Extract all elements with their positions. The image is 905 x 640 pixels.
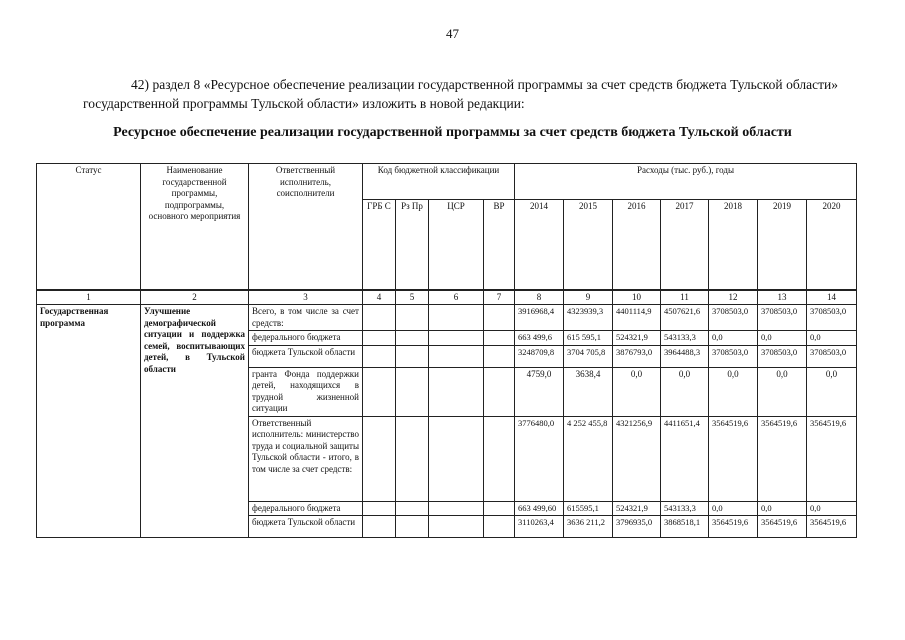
value-cell: 0,0	[709, 367, 758, 416]
value-cell: 3638,4	[564, 367, 613, 416]
value-cell: 3704 705,8	[564, 345, 613, 367]
header-year: 2016	[613, 200, 661, 290]
value-cell: 3964488,3	[661, 345, 709, 367]
value-cell: 3876793,0	[613, 345, 661, 367]
value-cell: 615 595,1	[564, 331, 613, 346]
document-title: Ресурсное обеспечение реализации государственной программы за счет средств бюджета Тульской области	[113, 125, 792, 140]
value-cell: 4 252 455,8	[564, 416, 613, 501]
row-label: бюджета Тульской области	[249, 345, 363, 367]
header-grbs: ГРБ С	[363, 200, 396, 290]
value-cell: 524321,9	[613, 501, 661, 516]
row-label: Ответственный исполнитель: министерство труда и социальной защиты Тульской области - итого, в том числе за счет средств:	[249, 416, 363, 501]
value-cell: 4401114,9	[613, 305, 661, 331]
header-vr: ВР	[484, 200, 515, 290]
header-expenses: Расходы (тыс. руб.), годы	[515, 164, 857, 200]
row-label: федерального бюджета	[249, 331, 363, 346]
value-cell: 4759,0	[515, 367, 564, 416]
value-cell: 3248709,8	[515, 345, 564, 367]
column-index: 11	[661, 290, 709, 305]
column-index: 10	[613, 290, 661, 305]
page-number: 47	[446, 26, 459, 41]
column-index: 2	[141, 290, 249, 305]
row-label: гранта Фонда поддержки детей, находящихся в трудной жизненной ситуации	[249, 367, 363, 416]
column-index: 3	[249, 290, 363, 305]
value-cell: 3564519,6	[709, 416, 758, 501]
column-index: 12	[709, 290, 758, 305]
value-cell: 0,0	[807, 501, 857, 516]
value-cell: 3564519,6	[807, 516, 857, 538]
value-cell: 615595,1	[564, 501, 613, 516]
row-label: бюджета Тульской области	[249, 516, 363, 538]
value-cell: 663 499,60	[515, 501, 564, 516]
row-label: федерального бюджета	[249, 501, 363, 516]
row-label: Всего, в том числе за счет средств:	[249, 305, 363, 331]
value-cell: 4507621,6	[661, 305, 709, 331]
value-cell: 0,0	[758, 501, 807, 516]
value-cell: 3636 211,2	[564, 516, 613, 538]
column-index-row	[37, 290, 857, 305]
header-year: 2014	[515, 200, 564, 290]
table-row	[37, 305, 857, 331]
program-status: Государственная программа	[37, 305, 141, 538]
column-index: 14	[807, 290, 857, 305]
column-index: 5	[396, 290, 429, 305]
header-rz: Рз Пр	[396, 200, 429, 290]
value-cell: 4321256,9	[613, 416, 661, 501]
header-csr: ЦСР	[429, 200, 484, 290]
value-cell: 524321,9	[613, 331, 661, 346]
value-cell: 0,0	[709, 331, 758, 346]
value-cell: 3564519,6	[807, 416, 857, 501]
value-cell: 543133,3	[661, 501, 709, 516]
header-status: Статус	[37, 164, 141, 290]
resource-table	[36, 163, 857, 538]
header-year: 2018	[709, 200, 758, 290]
column-index: 13	[758, 290, 807, 305]
column-index: 4	[363, 290, 396, 305]
header-responsible: Ответственный исполнитель, соисполнители	[249, 164, 363, 290]
value-cell: 663 499,6	[515, 331, 564, 346]
header-row-top	[37, 164, 857, 200]
column-index: 1	[37, 290, 141, 305]
program-name: Улучшение демографической ситуации и поддержка семей, воспитывающих детей, в Тульской области	[141, 305, 249, 538]
value-cell: 3796935,0	[613, 516, 661, 538]
header-budget-code: Код бюджетной классификации	[363, 164, 515, 200]
value-cell: 0,0	[661, 367, 709, 416]
value-cell: 3868518,1	[661, 516, 709, 538]
value-cell: 3708503,0	[758, 345, 807, 367]
column-index: 8	[515, 290, 564, 305]
value-cell: 3110263,4	[515, 516, 564, 538]
header-year: 2020	[807, 200, 857, 290]
intro-paragraph: 42) раздел 8 «Ресурсное обеспечение реализации государственной программы за счет средств бюджета Тульской области» государственной программы Тульской области» изложить в новой редакции:	[83, 77, 838, 111]
column-index: 6	[429, 290, 484, 305]
value-cell: 3708503,0	[758, 305, 807, 331]
value-cell: 4411651,4	[661, 416, 709, 501]
value-cell: 0,0	[807, 331, 857, 346]
value-cell: 0,0	[758, 331, 807, 346]
value-cell: 3708503,0	[709, 345, 758, 367]
column-index: 9	[564, 290, 613, 305]
value-cell: 0,0	[758, 367, 807, 416]
value-cell: 3564519,6	[758, 516, 807, 538]
value-cell: 0,0	[807, 367, 857, 416]
value-cell: 3776480,0	[515, 416, 564, 501]
value-cell: 3564519,6	[709, 516, 758, 538]
value-cell: 543133,3	[661, 331, 709, 346]
value-cell: 3708503,0	[709, 305, 758, 331]
header-year: 2017	[661, 200, 709, 290]
value-cell: 3708503,0	[807, 305, 857, 331]
column-index: 7	[484, 290, 515, 305]
header-name: Наименование государственной программы, подпрограммы, основного мероприятия	[141, 164, 249, 290]
value-cell: 3564519,6	[758, 416, 807, 501]
header-year: 2015	[564, 200, 613, 290]
value-cell: 4323939,3	[564, 305, 613, 331]
value-cell: 0,0	[709, 501, 758, 516]
header-year: 2019	[758, 200, 807, 290]
value-cell: 3708503,0	[807, 345, 857, 367]
value-cell: 3916968,4	[515, 305, 564, 331]
value-cell: 0,0	[613, 367, 661, 416]
